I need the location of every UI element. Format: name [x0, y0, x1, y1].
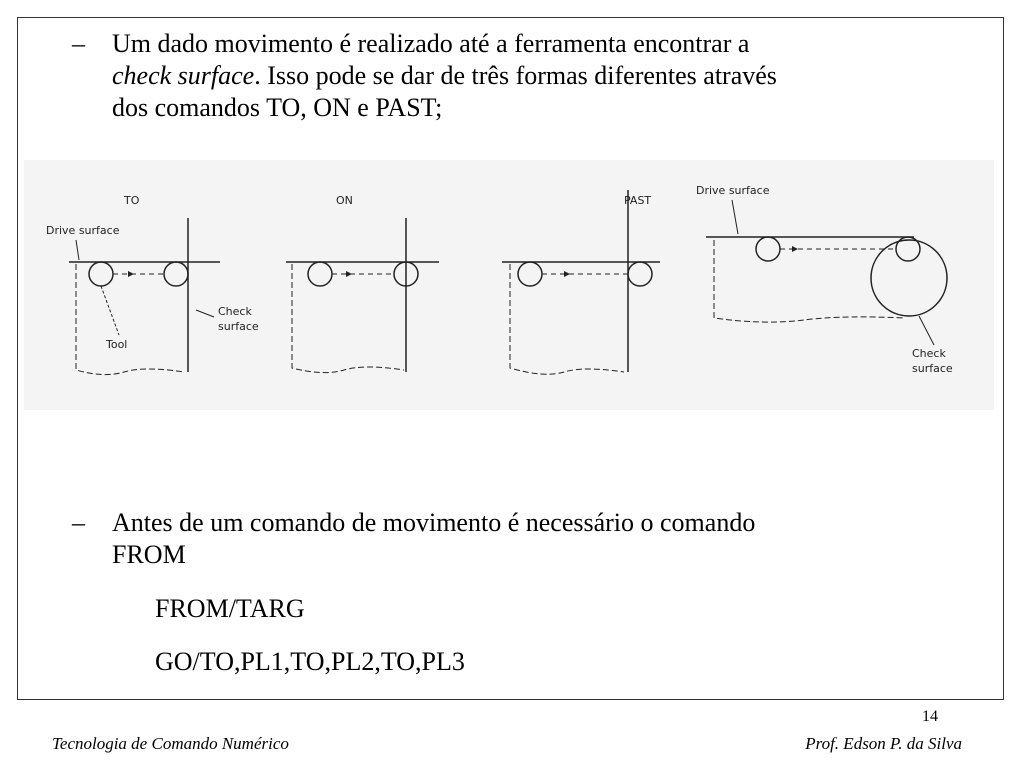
bullet-2-line-2: FROM — [112, 540, 186, 569]
bullet-1-line-3: dos comandos TO, ON e PAST; — [112, 93, 443, 122]
bullet-1-line-2: . Isso pode se dar de três formas diferentes através — [254, 61, 777, 90]
label-tool: Tool — [106, 338, 128, 351]
label-surface: surface — [218, 320, 259, 333]
code-line-from: FROM/TARG — [155, 594, 305, 623]
label-drive-surface-4: Drive surface — [696, 184, 770, 197]
label-check-4: Check — [912, 347, 946, 360]
label-check: Check — [218, 305, 252, 318]
label-on: ON — [336, 194, 353, 207]
footer-author: Prof. Edson P. da Silva — [805, 734, 962, 753]
footer-course-title: Tecnologia de Comando Numérico — [52, 734, 289, 753]
bullet-dash: – — [72, 508, 85, 537]
bullet-1-text — [112, 28, 992, 124]
label-to: TO — [124, 194, 140, 207]
bullet-2-text — [112, 507, 992, 571]
label-surface-4: surface — [912, 362, 953, 375]
bullet-1-line-1: Um dado movimento é realizado até a ferramenta encontrar a — [112, 29, 750, 58]
bullet-dash: – — [72, 29, 85, 58]
page-number: 14 — [922, 708, 938, 725]
code-line-go: GO/TO,PL1,TO,PL2,TO,PL3 — [155, 647, 465, 676]
tool-positioning-diagram — [24, 160, 994, 410]
label-drive-surface: Drive surface — [46, 224, 120, 237]
label-past: PAST — [624, 194, 652, 207]
check-surface-term: check surface — [112, 61, 255, 90]
bullet-2-line-1: Antes de um comando de movimento é necessário o comando — [112, 508, 756, 537]
